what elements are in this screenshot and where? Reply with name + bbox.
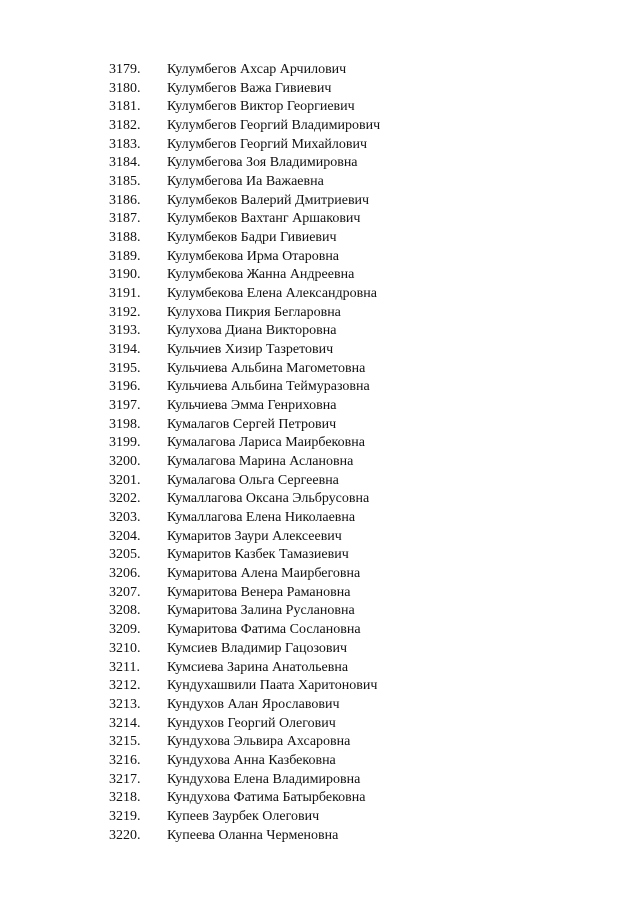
entry-name: Кулумбеков Вахтанг Аршакович: [167, 211, 361, 227]
list-item: [0, 192, 640, 211]
entry-number: 3184.: [109, 155, 141, 171]
entry-name: Кульчиева Эмма Генриховна: [167, 398, 337, 414]
entry-number: 3220.: [109, 827, 141, 843]
entry-name: Кумаллагова Елена Николаевна: [167, 510, 356, 526]
list-item: [0, 472, 640, 491]
entry-number: 3196.: [109, 379, 141, 395]
entry-number: 3197.: [109, 398, 141, 414]
entry-name: Кумаритов Заури Алексеевич: [167, 528, 342, 544]
list-item: [0, 416, 640, 435]
list-item: [0, 752, 640, 771]
list-item: [0, 453, 640, 472]
entry-number: 3195.: [109, 360, 141, 376]
list-item: [0, 378, 640, 397]
entry-number: 3208.: [109, 603, 141, 619]
list-item: [0, 640, 640, 659]
entry-number: 3219.: [109, 808, 141, 824]
list-item: [0, 584, 640, 603]
entry-name: Кулухова Пикрия Бегларовна: [167, 304, 341, 320]
entry-number: 3209.: [109, 622, 141, 638]
entry-number: 3215.: [109, 734, 141, 750]
entry-name: Кундухова Эльвира Ахсаровна: [167, 734, 351, 750]
entry-number: 3214.: [109, 715, 141, 731]
list-item: [0, 621, 640, 640]
entry-number: 3211.: [109, 659, 140, 675]
list-item: [0, 677, 640, 696]
entry-number: 3188.: [109, 230, 141, 246]
entry-number: 3201.: [109, 472, 141, 488]
entry-name: Кумаритов Казбек Тамазиевич: [167, 547, 349, 563]
list-item: [0, 98, 640, 117]
list-item: [0, 173, 640, 192]
list-item: [0, 789, 640, 808]
entry-number: 3199.: [109, 435, 141, 451]
list-item: [0, 229, 640, 248]
entry-name: Кумсиева Зарина Анатольевна: [167, 659, 349, 675]
entry-name: Кулумбегов Георгий Михайлович: [167, 136, 368, 152]
entry-name: Кундухова Елена Владимировна: [167, 771, 361, 787]
list-item: [0, 61, 640, 80]
list-item: [0, 80, 640, 99]
list-item: [0, 136, 640, 155]
entry-number: 3189.: [109, 248, 141, 264]
entry-number: 3200.: [109, 454, 141, 470]
entry-number: 3181.: [109, 99, 141, 115]
entry-name: Кульчиева Альбина Магометовна: [167, 360, 366, 376]
list-item: [0, 733, 640, 752]
entry-number: 3190.: [109, 267, 141, 283]
list-item: [0, 341, 640, 360]
entry-name: Кумалагова Ольга Сергеевна: [167, 472, 339, 488]
list-item: [0, 304, 640, 323]
entry-name: Кулумбегов Виктор Георгиевич: [167, 99, 355, 115]
entry-name: Кумсиев Владимир Гацозович: [167, 640, 348, 656]
list-item: [0, 771, 640, 790]
list-item: [0, 285, 640, 304]
entry-number: 3193.: [109, 323, 141, 339]
entry-name: Кулумбегов Ахсар Арчилович: [167, 62, 347, 77]
entry-name: Кулумбекова Елена Александровна: [167, 286, 377, 302]
entry-name: Купеев Заурбек Олегович: [167, 808, 320, 824]
list-item: [0, 266, 640, 285]
entry-name: Кулумбекова Жанна Андреевна: [167, 267, 355, 283]
entry-name: Кумалагова Лариса Маирбековна: [167, 435, 365, 451]
entry-name: Кумалагов Сергей Петрович: [167, 416, 337, 432]
entry-name: Кумаритова Залина Руслановна: [167, 603, 355, 619]
list-item: [0, 715, 640, 734]
entry-number: 3187.: [109, 211, 141, 227]
entry-number: 3192.: [109, 304, 141, 320]
list-item: [0, 602, 640, 621]
entry-name: Кулумбегов Важа Гивиевич: [167, 80, 332, 96]
entry-number: 3194.: [109, 342, 141, 358]
entry-name: Купеева Оланна Черменовна: [167, 827, 339, 843]
entry-number: 3186.: [109, 192, 141, 208]
entry-name: Кулумбекова Ирма Отаровна: [167, 248, 340, 264]
entry-name: Кулумбегов Георгий Владимирович: [167, 118, 381, 134]
entry-name: Кундухашвили Паата Харитонович: [167, 678, 378, 694]
list-item: [0, 659, 640, 678]
entry-number: 3205.: [109, 547, 141, 563]
list-item: [0, 117, 640, 136]
entry-name: Кумаритова Фатима Сослановна: [167, 622, 361, 638]
list-item: [0, 360, 640, 379]
entry-number: 3218.: [109, 790, 141, 806]
entry-number: 3179.: [109, 62, 141, 77]
list-item: [0, 248, 640, 267]
list-item: [0, 397, 640, 416]
list-item: [0, 528, 640, 547]
list-item: [0, 434, 640, 453]
list-item: [0, 565, 640, 584]
entry-name: Кумаритова Венера Рамановна: [167, 584, 351, 600]
entry-number: 3203.: [109, 510, 141, 526]
list-item: [0, 827, 640, 846]
entry-number: 3212.: [109, 678, 141, 694]
entry-number: 3183.: [109, 136, 141, 152]
entry-name: Кундухова Анна Казбековна: [167, 752, 336, 768]
entry-name: Кулумбеков Валерий Дмитриевич: [167, 192, 370, 208]
entry-name: Кундухова Фатима Батырбековна: [167, 790, 366, 806]
entry-name: Кульчиев Хизир Тазретович: [167, 342, 334, 358]
entry-name: Кумаллагова Оксана Эльбрусовна: [167, 491, 370, 507]
list-item: [0, 154, 640, 173]
entry-name: Кулумбегова Иа Важаевна: [167, 174, 324, 190]
entry-name: Кулухова Диана Викторовна: [167, 323, 337, 339]
entry-number: 3182.: [109, 118, 141, 134]
entry-name: Кулумбегова Зоя Владимировна: [167, 155, 358, 171]
entry-number: 3206.: [109, 566, 141, 582]
entry-name: Кундухов Алан Ярославович: [167, 696, 340, 712]
entry-number: 3204.: [109, 528, 141, 544]
entry-number: 3207.: [109, 584, 141, 600]
entry-number: 3198.: [109, 416, 141, 432]
list-item: [0, 322, 640, 341]
entry-number: 3213.: [109, 696, 141, 712]
entry-name: Кундухов Георгий Олегович: [167, 715, 336, 731]
list-item: [0, 490, 640, 509]
entry-number: 3191.: [109, 286, 141, 302]
entry-name: Кульчиева Альбина Теймуразовна: [167, 379, 370, 395]
list-item: [0, 546, 640, 565]
entry-number: 3180.: [109, 80, 141, 96]
name-list: [0, 61, 640, 845]
entry-name: Кумалагова Марина Аслановна: [167, 454, 354, 470]
entry-number: 3217.: [109, 771, 141, 787]
list-item: [0, 696, 640, 715]
entry-number: 3216.: [109, 752, 141, 768]
entry-number: 3210.: [109, 640, 141, 656]
entry-number: 3185.: [109, 174, 141, 190]
entry-number: 3202.: [109, 491, 141, 507]
list-item: [0, 210, 640, 229]
entry-name: Кулумбеков Бадри Гивиевич: [167, 230, 337, 246]
list-item: [0, 808, 640, 827]
entry-name: Кумаритова Алена Маирбеговна: [167, 566, 361, 582]
list-item: [0, 509, 640, 528]
